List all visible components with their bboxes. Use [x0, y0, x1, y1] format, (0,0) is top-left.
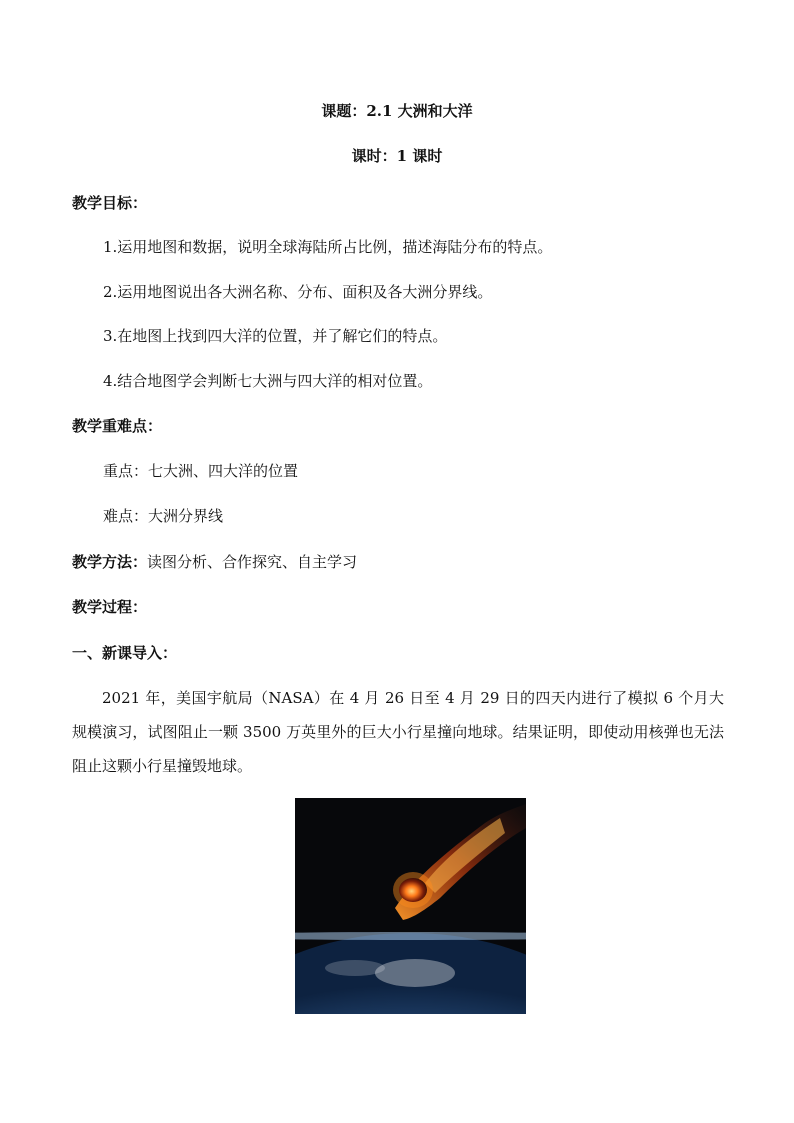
asteroid-earth-image [295, 798, 526, 1014]
key-point-important: 重点：七大洲、四大洋的位置 [103, 462, 299, 480]
lesson-title: 课题：2.1 大洲和大洋 [321, 102, 473, 120]
methods-line [72, 552, 357, 572]
objective-item-2: 2.运用地图说出各大洲名称、分布、面积及各大洲分界线。 [103, 283, 493, 301]
section1-heading: 一、新课导入： [72, 644, 178, 662]
process-heading: 教学过程： [72, 598, 148, 616]
objective-item-3: 3.在地图上找到四大洋的位置，并了解它们的特点。 [103, 327, 448, 345]
objective-item-4: 4.结合地图学会判断七大洲与四大洋的相对位置。 [103, 372, 433, 390]
lesson-duration: 课时：1 课时 [351, 147, 443, 165]
key-points-heading: 教学重难点： [72, 417, 163, 435]
cloud-swirl [375, 959, 455, 987]
intro-paragraph: 2021 年，美国宇航局（NASA）在 4 月 26 日至 4 月 29 日的四天内进行了模拟 6 个月大规模演习，试图阻止一颗 3500 万英里外的巨大小行星撞向地球。结果证明，即使动用核弹也无法阻止这颗小行星撞毁地球。 [72, 689, 724, 775]
asteroid-body [399, 878, 427, 902]
objective-item-1: 1.运用地图和数据，说明全球海陆所占比例，描述海陆分布的特点。 [103, 238, 553, 256]
key-point-difficult: 难点：大洲分界线 [103, 507, 224, 525]
objectives-heading: 教学目标： [72, 194, 148, 212]
cloud-band [325, 960, 385, 976]
earth-atmosphere [295, 932, 526, 940]
methods-label: 教学方法： [72, 553, 148, 571]
methods-text: 读图分析、合作探究、自主学习 [147, 553, 358, 571]
